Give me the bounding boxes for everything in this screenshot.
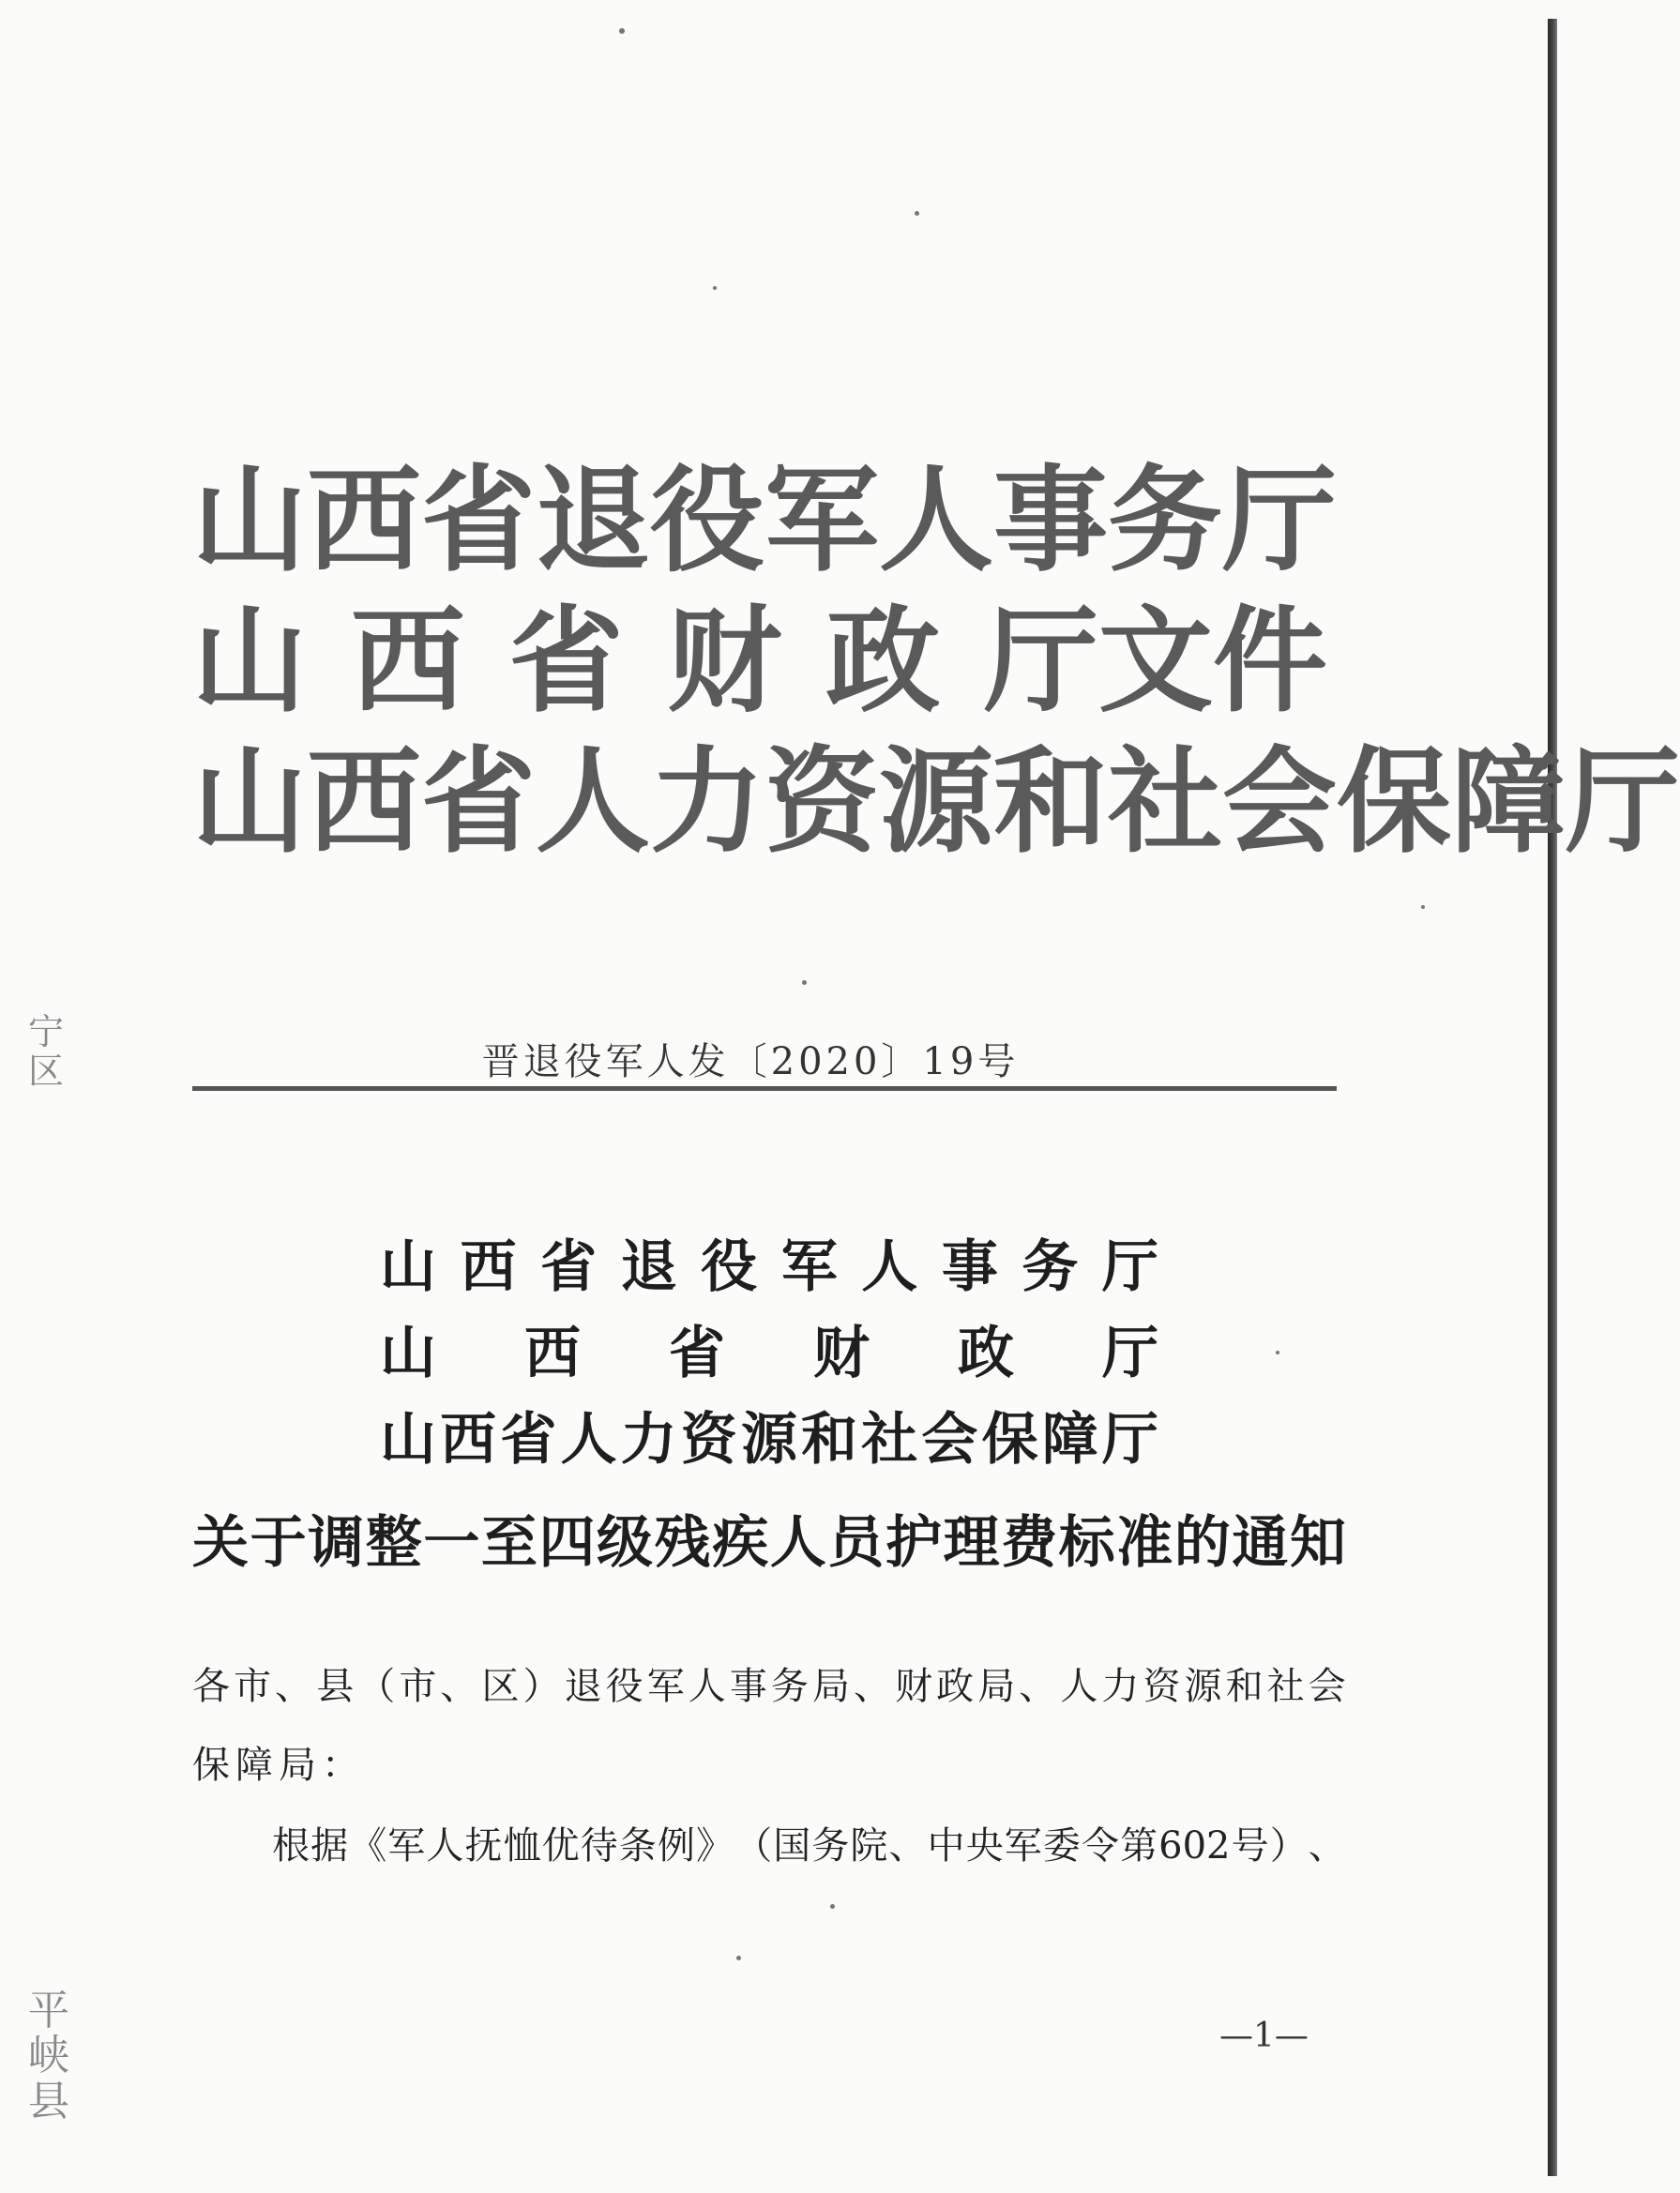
letterhead-line-3: 山 西 省 人 力 资 源 和 社 会 保 障 厅 [192, 735, 1680, 869]
header-divider [192, 1086, 1337, 1091]
scan-speck [802, 980, 807, 985]
letterhead [192, 450, 1680, 872]
page-number: —1— [1219, 2017, 1309, 2055]
scan-edge [1548, 19, 1557, 2176]
margin-handwriting-top: 宁 区 [28, 1011, 65, 1092]
title-line-1: 山 西 省 退 役 军 人 事 务 厅 [380, 1234, 1158, 1300]
document-number: 晋退役军人发〔2020〕19号 [481, 1040, 1020, 1083]
scan-speck [736, 1956, 741, 1960]
recipients-line-2: 保障局： [192, 1744, 365, 1787]
scan-speck [1421, 905, 1425, 909]
letterhead-line-1: 山 西 省 退 役 军 人 事 务 厅 [192, 454, 1337, 587]
margin-handwriting-bottom: 平 峡 县 [28, 1987, 69, 2125]
scan-speck [915, 211, 919, 216]
title-line-3: 山 西 省 人 力 资 源 和 社 会 保 障 厅 [380, 1407, 1158, 1473]
scan-speck [830, 1904, 835, 1909]
recipients-line-1: 各 市 、 县 （ 市 、 区 ） 退 役 军 人 事 务 局 、 财 政 局 、 人 力 资 源 和 社 会 [192, 1665, 1346, 1708]
paragraph-1-line-1: 根 据 《 军 人 抚 恤 优 待 条 例 》 （ 国 务 院 、 中 央 军 委 令 第 602 号 ） 、 [272, 1824, 1346, 1868]
letterhead-line-2: 山 西 省 财 政 厅 文 件 [192, 595, 1327, 728]
title-block [380, 1219, 1158, 1478]
scan-speck [713, 286, 717, 290]
scan-speck [619, 28, 625, 34]
title-line-2: 山 西 省 财 政 厅 [380, 1321, 1158, 1386]
document-subject: 关 于 调 整 一 至 四 级 残 疾 人 员 护 理 费 标 准 的 通 知 [192, 1510, 1346, 1576]
scan-speck [1276, 1351, 1279, 1354]
